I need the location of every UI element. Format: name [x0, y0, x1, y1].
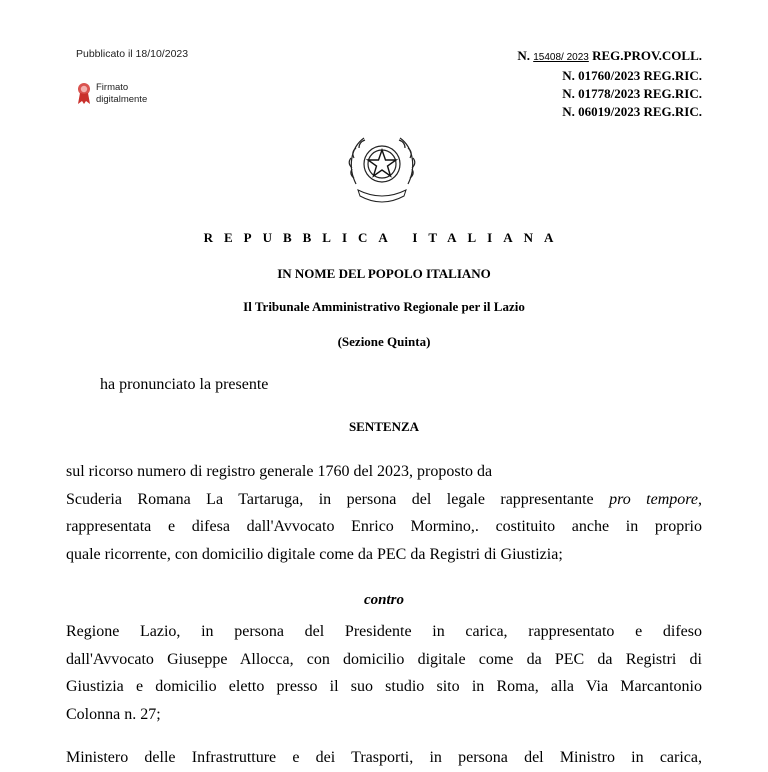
ricorso-line-1: sul ricorso numero di registro generale 1760 del 2023, proposto da: [66, 463, 493, 480]
regione-line-1: Regione Lazio, in persona del Presidente in carica, rappresentato e difeso: [66, 623, 702, 640]
contro-heading: contro: [363, 592, 404, 608]
tribunale-heading: Il Tribunale Amministrativo Regionale per il Lazio: [243, 299, 525, 314]
reg-prov-number: 15408/ 2023: [533, 52, 589, 63]
reg-ric-3: N. 06019/2023 REG.RIC.: [562, 104, 702, 119]
ministero-paragraph: [66, 744, 702, 772]
ministero-line-1: Ministero delle Infrastrutture e dei Trasporti, in persona del Ministro in carica,: [66, 749, 702, 766]
ricorso-line-4: quale ricorrente, con domicilio digitale come da PEC da Registri di Giustizia;: [66, 545, 563, 563]
regione-line-2: dall'Avvocato Giuseppe Allocca, con domicilio digitale come da PEC da Registri di: [66, 650, 702, 668]
in-nome-heading: IN NOME DEL POPOLO ITALIANO: [277, 266, 491, 281]
regione-line-3: Giustizia e domicilio eletto presso il suo studio sito in Roma, alla Via Marcantonio: [66, 678, 702, 695]
ricorso-line-2: Scuderia Romana La Tartaruga, in persona del legale rappresentante pro tempore,: [66, 490, 703, 508]
italian-republic-emblem-icon: [344, 128, 420, 208]
reg-ric-2: N. 01778/2023 REG.RIC.: [562, 86, 702, 101]
pro-tempore-italic: pro tempore: [609, 490, 699, 508]
sentenza-heading: SENTENZA: [348, 419, 420, 434]
pronunciato-text: ha pronunciato la presente: [100, 376, 269, 393]
ricorso-line-3: rappresentata e difesa dall'Avvocato Enrico Mormino,. costituito anche in proprio: [66, 518, 702, 535]
regione-paragraph: [66, 618, 702, 728]
republic-heading: REPUBBLICA ITALIANA: [203, 230, 565, 245]
reg-ric-1: N. 01760/2023 REG.RIC.: [562, 68, 702, 83]
signed-label-1: Firmato: [96, 82, 129, 93]
signed-label-2: digitalmente: [96, 94, 148, 105]
regione-line-4: Colonna n. 27;: [66, 705, 161, 723]
seal-ribbon-icon: [76, 82, 92, 106]
ricorso-paragraph: [66, 458, 702, 568]
sezione-heading: (Sezione Quinta): [337, 334, 431, 349]
reg-prov-coll: N. 15408/ 2023 REG.PROV.COLL.: [517, 48, 702, 63]
published-date: Pubblicato il 18/10/2023: [76, 48, 189, 60]
registry-numbers: [517, 47, 702, 121]
digital-signature-badge: [76, 82, 147, 106]
